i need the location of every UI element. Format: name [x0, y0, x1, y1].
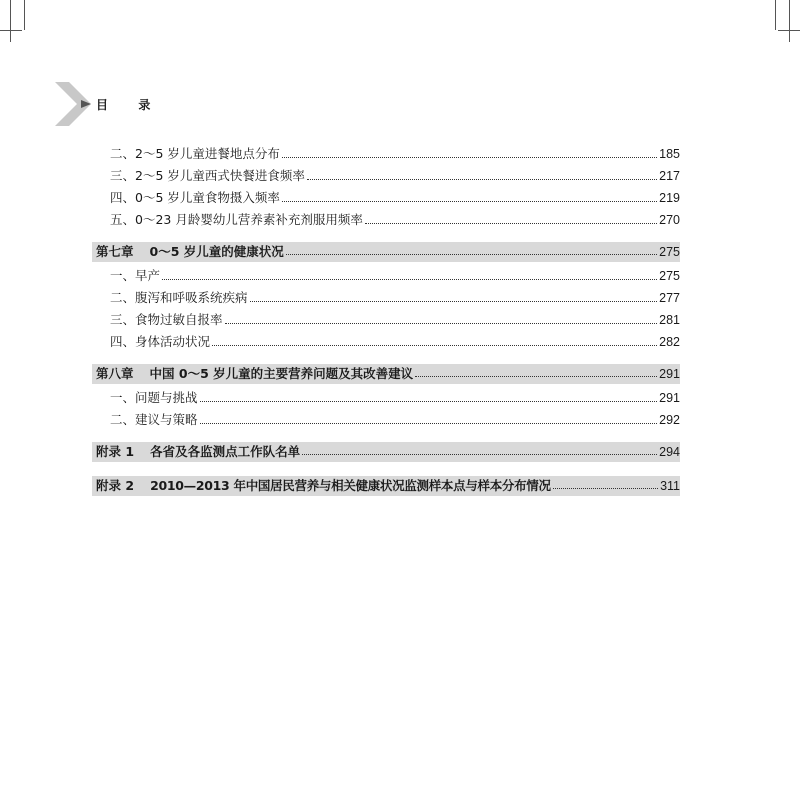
chapter-number: 第七章 [96, 244, 134, 259]
toc-entry-page: 291 [659, 391, 680, 405]
crop-mark-top-right-v [775, 0, 776, 30]
toc-entry-label: 四、0～5 岁儿童食物摄入频率 [110, 190, 280, 205]
leader-dots [415, 375, 657, 377]
leader-dots [212, 344, 657, 346]
appendix-title: 2010—2013 年中国居民营养与相关健康状况监测样本点与样本分布情况 [150, 478, 551, 493]
toc-chapter-8[interactable] [92, 364, 680, 384]
toc-entry-label: 三、食物过敏自报率 [110, 312, 223, 327]
toc-entry[interactable] [92, 328, 680, 350]
appendix-number: 附录 1 [96, 444, 135, 459]
toc-entry-label: 一、问题与挑战 [110, 390, 198, 405]
page-title [96, 96, 150, 113]
appendix-page: 311 [660, 479, 680, 493]
toc-entry[interactable] [92, 284, 680, 306]
toc-entry-label: 四、身体活动状况 [110, 334, 211, 349]
toc-entry-page: 281 [659, 313, 680, 327]
toc-entry-label: 一、早产 [110, 268, 161, 283]
leader-dots [162, 278, 657, 280]
toc-entry-page: 277 [659, 291, 680, 305]
chapter-title: 0～5 岁儿童的健康状况 [149, 244, 284, 259]
toc-entry-label: 五、0～23 月龄婴幼儿营养素补充剂服用频率 [110, 212, 363, 227]
toc-entry-label: 三、2～5 岁儿童西式快餐进食频率 [110, 168, 305, 183]
leader-dots [282, 200, 657, 202]
title-char-2: 录 [138, 98, 151, 112]
toc-entry[interactable] [92, 162, 680, 184]
toc-entry[interactable] [92, 306, 680, 328]
toc-entry[interactable] [92, 262, 680, 284]
crop-mark-top-right-v2 [789, 0, 790, 42]
leader-dots [302, 453, 657, 455]
chapter-page: 291 [659, 367, 680, 381]
toc-entry[interactable] [92, 206, 680, 228]
toc-entry-label: 二、建议与策略 [110, 412, 198, 427]
toc-entry-label: 二、2～5 岁儿童进餐地点分布 [110, 146, 280, 161]
title-char-1: 目 [96, 98, 109, 112]
toc-entry-page: 185 [659, 147, 680, 161]
leader-dots [200, 400, 658, 402]
leader-dots [200, 422, 658, 424]
toc-entry-page: 292 [659, 413, 680, 427]
toc-entry-page: 275 [659, 269, 680, 283]
leader-dots [553, 487, 658, 489]
crop-mark-top-left-h [0, 30, 22, 31]
leader-dots [282, 156, 657, 158]
appendix-title: 各省及各监测点工作队名单 [150, 444, 301, 459]
toc-entry-page: 270 [659, 213, 680, 227]
toc-chapter-7[interactable] [92, 242, 680, 262]
leader-dots [365, 222, 657, 224]
toc-entry[interactable] [92, 140, 680, 162]
appendix-page: 294 [659, 445, 680, 459]
chevron-icon [55, 80, 95, 128]
toc-entry-page: 217 [659, 169, 680, 183]
toc-entry-page: 282 [659, 335, 680, 349]
chapter-page: 275 [659, 245, 680, 259]
toc-entry[interactable] [92, 406, 680, 428]
leader-dots [286, 253, 657, 255]
toc-entry[interactable] [92, 384, 680, 406]
chapter-title: 中国 0～5 岁儿童的主要营养问题及其改善建议 [149, 366, 414, 381]
crop-mark-top-left-v2 [24, 0, 25, 30]
leader-dots [250, 300, 658, 302]
toc-appendix-1[interactable] [92, 442, 680, 462]
table-of-contents [92, 140, 680, 496]
toc-entry-label: 二、腹泻和呼吸系统疾病 [110, 290, 248, 305]
toc-appendix-2[interactable] [92, 476, 680, 496]
toc-entry[interactable] [92, 184, 680, 206]
appendix-number: 附录 2 [96, 478, 135, 493]
leader-dots [225, 322, 658, 324]
chapter-number: 第八章 [96, 366, 134, 381]
crop-mark-top-left-v [10, 0, 11, 42]
toc-entry-page: 219 [659, 191, 680, 205]
crop-mark-top-right-h [778, 30, 800, 31]
leader-dots [307, 178, 657, 180]
